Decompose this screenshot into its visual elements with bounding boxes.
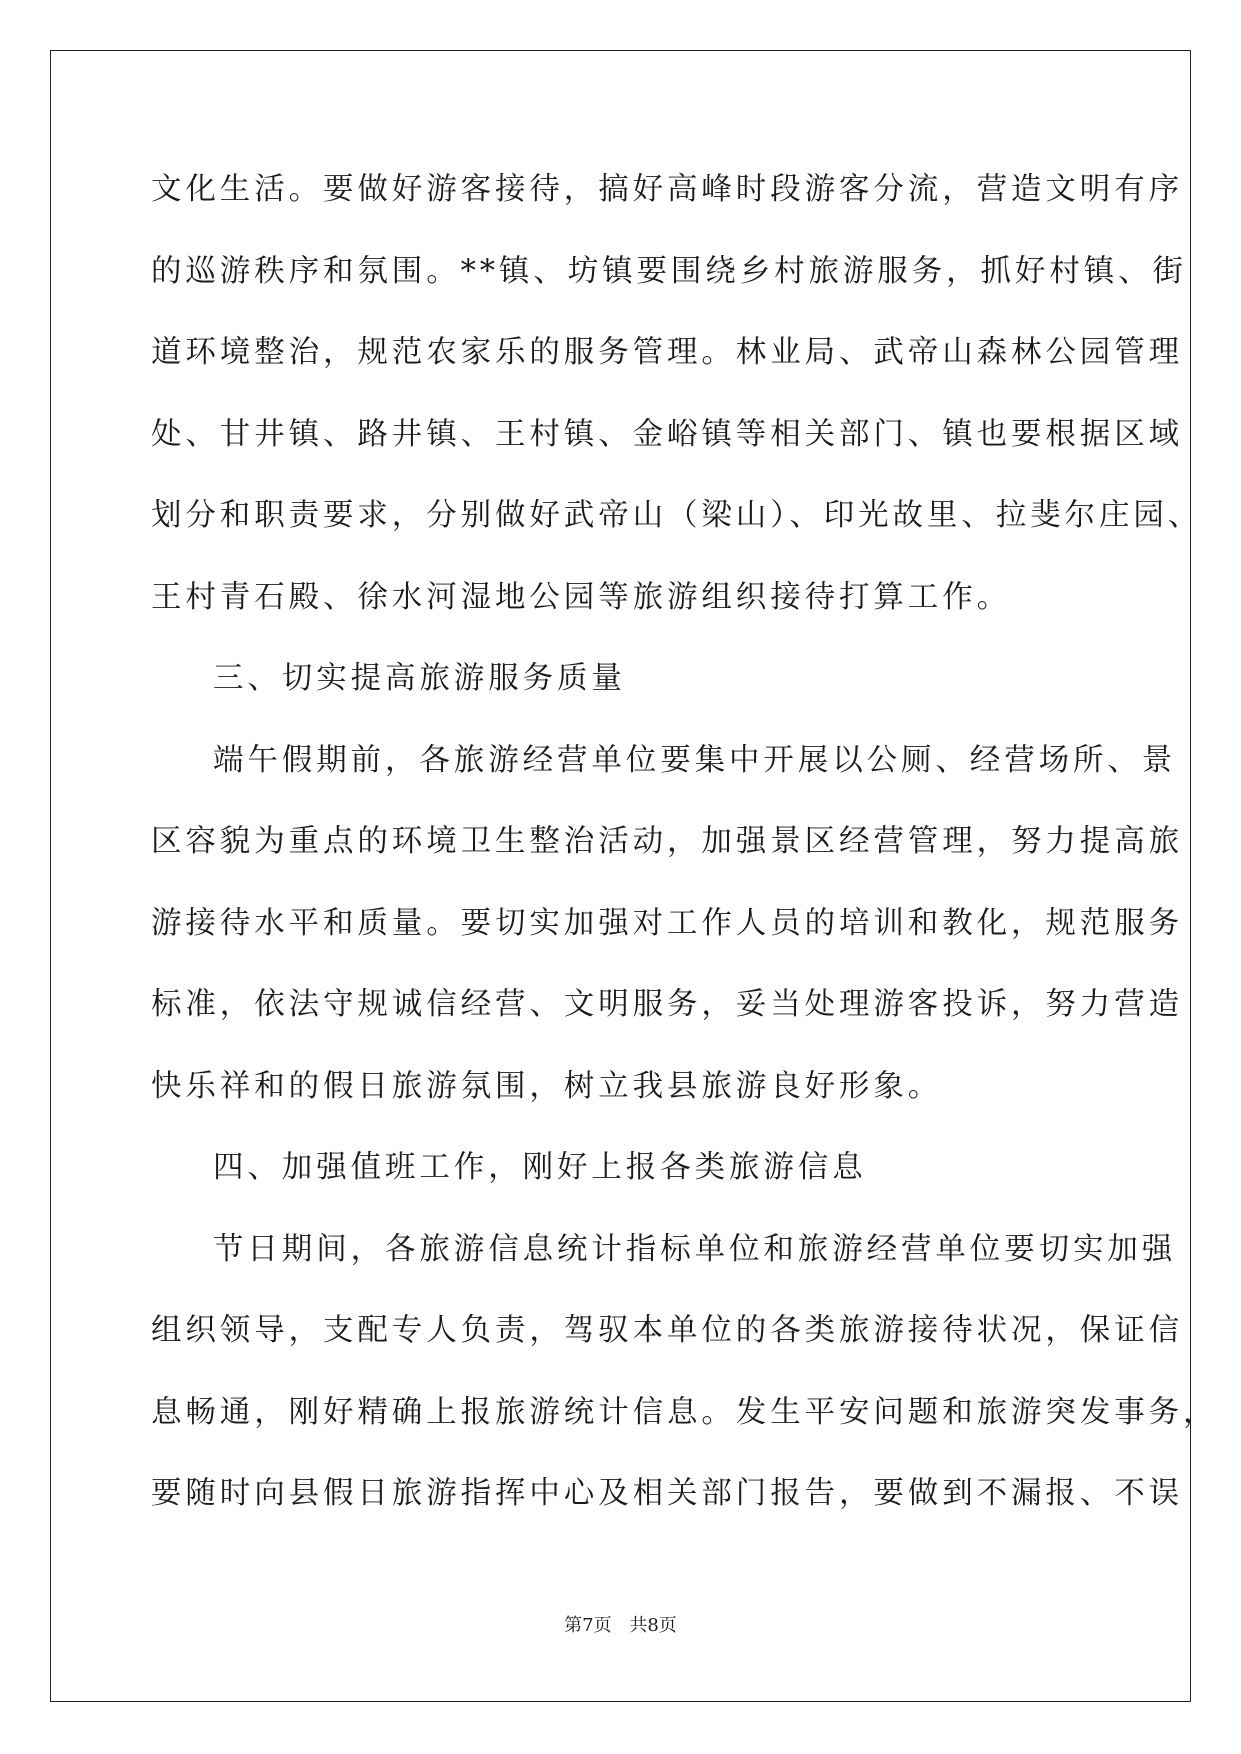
paragraph-start: 节日期间，各旅游信息统计指标单位和旅游经营单位要切实加强 xyxy=(213,1231,1177,1267)
text-line: 文化生活。要做好游客接待，搞好高峰时段游客分流，营造文明有序 xyxy=(151,172,1183,207)
text-line: 处、甘井镇、路井镇、王村镇、金峪镇等相关部门、镇也要根据区域 xyxy=(151,416,1183,452)
text-line: 王村青石殿、徐水河湿地公园等旅游组织接待打算工作。 xyxy=(151,579,1011,615)
text-line: 息畅通，刚好精确上报旅游统计信息。发生平安问题和旅游突发事务， xyxy=(151,1394,1218,1430)
document-body xyxy=(151,160,1218,1546)
text-line: 区容貌为重点的环境卫生整治活动，加强景区经营管理，努力提高旅 xyxy=(151,824,1183,859)
text-line: 标准，依法守规诚信经营、文明服务，妥当处理游客投诉，努力营造 xyxy=(151,987,1183,1022)
text-line: 要随时向县假日旅游指挥中心及相关部门报告，要做到不漏报、不误 xyxy=(151,1476,1183,1511)
paragraph-start: 端午假期前，各旅游经营单位要集中开展以公厕、经营场所、景 xyxy=(213,742,1177,778)
text-line: 划分和职责要求，分别做好武帝山（梁山）、印光故里、拉斐尔庄园、 xyxy=(151,498,1203,533)
section-heading: 三、切实提高旅游服务质量 xyxy=(213,661,626,696)
text-line: 组织领导，支配专人负责，驾驭本单位的各类旅游接待状况，保证信 xyxy=(151,1313,1183,1348)
text-line: 快乐祥和的假日旅游氛围，树立我县旅游良好形象。 xyxy=(151,1068,943,1104)
page-total: 共8页 xyxy=(629,1615,677,1636)
text-line: 的巡游秩序和氛围。**镇、坊镇要围绕乡村旅游服务，抓好村镇、街 xyxy=(151,253,1187,289)
page-number: 第7页 xyxy=(564,1615,612,1636)
text-line: 游接待水平和质量。要切实加强对工作人员的培训和教化，规范服务 xyxy=(151,905,1183,941)
section-heading: 四、加强值班工作，刚好上报各类旅游信息 xyxy=(213,1150,867,1185)
page-footer xyxy=(0,1611,1241,1637)
text-line: 道环境整治，规范农家乐的服务管理。林业局、武帝山森林公园管理 xyxy=(151,335,1183,370)
